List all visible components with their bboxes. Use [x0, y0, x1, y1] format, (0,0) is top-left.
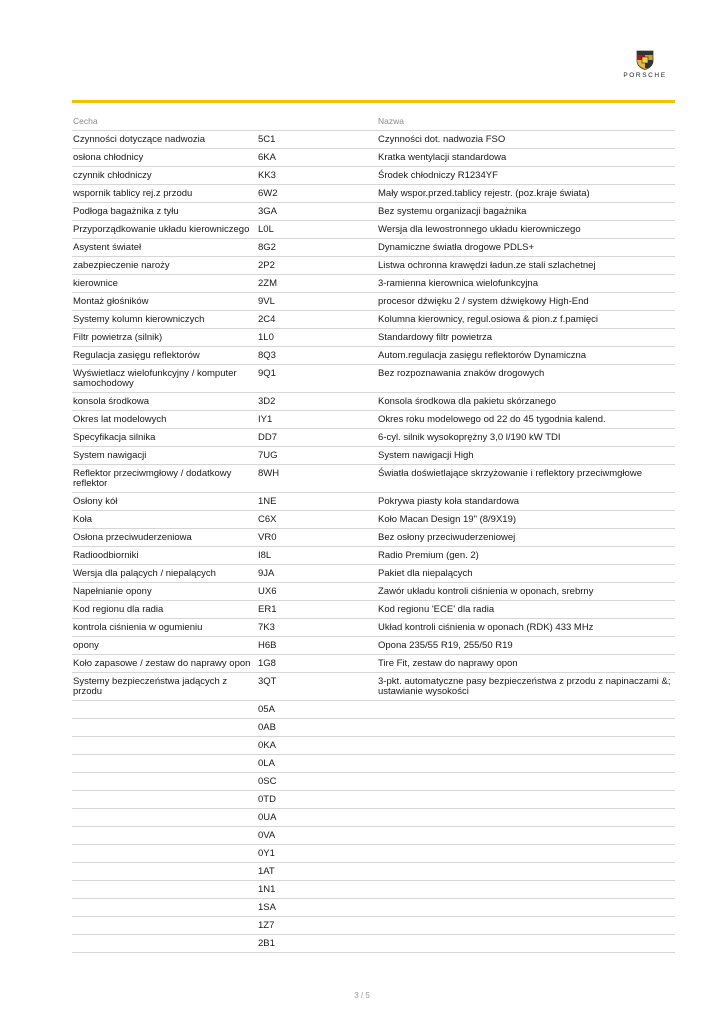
porsche-crest-icon — [636, 50, 654, 70]
cell-name: Bez systemu organizacji bagażnika — [377, 203, 675, 221]
table-row — [72, 655, 675, 673]
table-row — [72, 863, 675, 881]
table-row — [72, 203, 675, 221]
cell-feature: wspornik tablicy rej.z przodu — [72, 185, 257, 203]
table-row — [72, 393, 675, 411]
cell-code: 7UG — [257, 447, 377, 465]
table-row — [72, 899, 675, 917]
cell-name — [377, 917, 675, 935]
table-row — [72, 809, 675, 827]
cell-code: 3GA — [257, 203, 377, 221]
cell-feature: Koła — [72, 511, 257, 529]
cell-name: Układ kontroli ciśnienia w oponach (RDK) 433 MHz — [377, 619, 675, 637]
cell-code: 2C4 — [257, 311, 377, 329]
cell-name: Czynności dot. nadwozia FSO — [377, 131, 675, 149]
cell-code: 9JA — [257, 565, 377, 583]
cell-name: Kratka wentylacji standardowa — [377, 149, 675, 167]
cell-feature: Koło zapasowe / zestaw do naprawy opon — [72, 655, 257, 673]
table-row — [72, 149, 675, 167]
cell-name: System nawigacji High — [377, 447, 675, 465]
cell-code: L0L — [257, 221, 377, 239]
cell-name: Wersja dla lewostronnego układu kierowniczego — [377, 221, 675, 239]
table-row — [72, 221, 675, 239]
cell-feature: czynnik chłodniczy — [72, 167, 257, 185]
table-row — [72, 365, 675, 393]
cell-name: Pakiet dla niepalących — [377, 565, 675, 583]
cell-feature: Filtr powietrza (silnik) — [72, 329, 257, 347]
cell-name — [377, 827, 675, 845]
cell-code: 6W2 — [257, 185, 377, 203]
cell-feature: Podłoga bagażnika z tyłu — [72, 203, 257, 221]
cell-feature: Przyporządkowanie układu kierowniczego — [72, 221, 257, 239]
cell-code: 5C1 — [257, 131, 377, 149]
cell-name: 3-pkt. automatyczne pasy bezpieczeństwa z przodu z napinaczami &; ustawianie wysokości — [377, 673, 675, 701]
cell-name: Radio Premium (gen. 2) — [377, 547, 675, 565]
cell-feature: Osłona przeciwuderzeniowa — [72, 529, 257, 547]
table-row — [72, 411, 675, 429]
cell-name: Światła doświetlające skrzyżowanie i reflektory przeciwmgłowe — [377, 465, 675, 493]
column-header-code — [257, 116, 377, 131]
table-row — [72, 565, 675, 583]
cell-name: Środek chłodniczy R1234YF — [377, 167, 675, 185]
table-row — [72, 917, 675, 935]
cell-code: 0VA — [257, 827, 377, 845]
cell-name — [377, 809, 675, 827]
table-row — [72, 935, 675, 953]
cell-feature: Kod regionu dla radia — [72, 601, 257, 619]
cell-code: 1Z7 — [257, 917, 377, 935]
table-row — [72, 673, 675, 701]
cell-code: 7K3 — [257, 619, 377, 637]
cell-name: Kolumna kierownicy, regul.osiowa & pion.z f.pamięci — [377, 311, 675, 329]
table-row — [72, 293, 675, 311]
cell-code: 0AB — [257, 719, 377, 737]
cell-feature: Systemy kolumn kierowniczych — [72, 311, 257, 329]
cell-feature: Okres lat modelowych — [72, 411, 257, 429]
cell-code: 8WH — [257, 465, 377, 493]
cell-feature — [72, 755, 257, 773]
table-row — [72, 547, 675, 565]
table-row — [72, 737, 675, 755]
cell-code: 1N1 — [257, 881, 377, 899]
table-row — [72, 619, 675, 637]
cell-code: 1AT — [257, 863, 377, 881]
cell-name: 6-cyl. silnik wysokoprężny 3,0 l/190 kW TDI — [377, 429, 675, 447]
cell-code: KK3 — [257, 167, 377, 185]
cell-feature: Asystent świateł — [72, 239, 257, 257]
table-row — [72, 493, 675, 511]
table-row — [72, 347, 675, 365]
cell-name: Bez osłony przeciwuderzeniowej — [377, 529, 675, 547]
cell-name: Standardowy filtr powietrza — [377, 329, 675, 347]
cell-code: 0KA — [257, 737, 377, 755]
cell-name: Okres roku modelowego od 22 do 45 tygodnia kalend. — [377, 411, 675, 429]
table-row — [72, 185, 675, 203]
table-row — [72, 529, 675, 547]
table-row — [72, 845, 675, 863]
table-row — [72, 637, 675, 655]
cell-code: 0SC — [257, 773, 377, 791]
table-row — [72, 773, 675, 791]
cell-name — [377, 737, 675, 755]
cell-feature: kierownice — [72, 275, 257, 293]
cell-code: 9VL — [257, 293, 377, 311]
cell-code: 1SA — [257, 899, 377, 917]
cell-code: 3QT — [257, 673, 377, 701]
cell-name: Mały wspor.przed.tablicy rejestr. (poz.kraje świata) — [377, 185, 675, 203]
cell-feature: Napełnianie opony — [72, 583, 257, 601]
cell-feature: kontrola ciśnienia w ogumieniu — [72, 619, 257, 637]
cell-name — [377, 701, 675, 719]
cell-feature: Radioodbiorniki — [72, 547, 257, 565]
cell-feature — [72, 917, 257, 935]
cell-code: I8L — [257, 547, 377, 565]
cell-code: IY1 — [257, 411, 377, 429]
table-row — [72, 881, 675, 899]
cell-name: Tire Fit, zestaw do naprawy opon — [377, 655, 675, 673]
table-row — [72, 311, 675, 329]
table-row — [72, 429, 675, 447]
cell-feature: osłona chłodnicy — [72, 149, 257, 167]
cell-feature: Regulacja zasięgu reflektorów — [72, 347, 257, 365]
cell-name: Autom.regulacja zasięgu reflektorów Dynamiczna — [377, 347, 675, 365]
cell-feature — [72, 899, 257, 917]
table-row — [72, 447, 675, 465]
cell-name — [377, 845, 675, 863]
cell-name — [377, 773, 675, 791]
cell-name — [377, 791, 675, 809]
table-row — [72, 465, 675, 493]
cell-name: Pokrywa piasty koła standardowa — [377, 493, 675, 511]
table-body — [72, 131, 675, 953]
cell-feature: Specyfikacja silnika — [72, 429, 257, 447]
cell-code: 2ZM — [257, 275, 377, 293]
cell-name: Opona 235/55 R19, 255/50 R19 — [377, 637, 675, 655]
cell-name: Kod regionu 'ECE' dla radia — [377, 601, 675, 619]
cell-feature — [72, 791, 257, 809]
cell-feature — [72, 827, 257, 845]
cell-feature: System nawigacji — [72, 447, 257, 465]
cell-code: 6KA — [257, 149, 377, 167]
cell-name: Koło Macan Design 19" (8/9X19) — [377, 511, 675, 529]
cell-code: 0UA — [257, 809, 377, 827]
cell-feature — [72, 737, 257, 755]
cell-code: 0TD — [257, 791, 377, 809]
table-row — [72, 131, 675, 149]
cell-code: ER1 — [257, 601, 377, 619]
cell-code: 2P2 — [257, 257, 377, 275]
cell-feature: Osłony kół — [72, 493, 257, 511]
table-row — [72, 511, 675, 529]
cell-code: 0LA — [257, 755, 377, 773]
equipment-table — [72, 116, 675, 953]
cell-code: 2B1 — [257, 935, 377, 953]
table-row — [72, 167, 675, 185]
cell-name: 3-ramienna kierownica wielofunkcyjna — [377, 275, 675, 293]
cell-feature — [72, 719, 257, 737]
table-row — [72, 583, 675, 601]
header-accent-rule — [72, 100, 675, 103]
table-row — [72, 257, 675, 275]
table-row — [72, 755, 675, 773]
table-row — [72, 719, 675, 737]
cell-feature — [72, 773, 257, 791]
cell-feature: Montaż głośników — [72, 293, 257, 311]
table-row — [72, 601, 675, 619]
cell-name: Zawór układu kontroli ciśnienia w oponach, srebrny — [377, 583, 675, 601]
cell-code: DD7 — [257, 429, 377, 447]
table-row — [72, 827, 675, 845]
cell-feature — [72, 881, 257, 899]
cell-name — [377, 935, 675, 953]
cell-feature — [72, 701, 257, 719]
cell-name: Konsola środkowa dla pakietu skórzanego — [377, 393, 675, 411]
cell-code: VR0 — [257, 529, 377, 547]
cell-name — [377, 719, 675, 737]
cell-name: Dynamiczne światła drogowe PDLS+ — [377, 239, 675, 257]
cell-code: 8G2 — [257, 239, 377, 257]
cell-code: H6B — [257, 637, 377, 655]
cell-code: 9Q1 — [257, 365, 377, 393]
cell-name: procesor dźwięku 2 / system dźwiękowy High-End — [377, 293, 675, 311]
cell-feature — [72, 809, 257, 827]
cell-code: 05A — [257, 701, 377, 719]
cell-feature: Wersja dla palących / niepalących — [72, 565, 257, 583]
cell-feature — [72, 863, 257, 881]
cell-feature: Czynności dotyczące nadwozia — [72, 131, 257, 149]
cell-name — [377, 881, 675, 899]
table-row — [72, 239, 675, 257]
table-row — [72, 701, 675, 719]
cell-name — [377, 755, 675, 773]
cell-code: C6X — [257, 511, 377, 529]
cell-feature — [72, 935, 257, 953]
cell-name — [377, 863, 675, 881]
column-header-name: Nazwa — [377, 116, 675, 131]
cell-feature: opony — [72, 637, 257, 655]
cell-code: UX6 — [257, 583, 377, 601]
cell-name: Listwa ochronna krawędzi ładun.ze stali szlachetnej — [377, 257, 675, 275]
cell-code: 1G8 — [257, 655, 377, 673]
cell-feature: Wyświetlacz wielofunkcyjny / komputer samochodowy — [72, 365, 257, 393]
brand-wordmark: PORSCHE — [623, 72, 667, 79]
cell-feature: Systemy bezpieczeństwa jadących z przodu — [72, 673, 257, 701]
cell-feature — [72, 845, 257, 863]
page-number: 3 / 5 — [354, 991, 370, 1000]
porsche-logo — [612, 50, 678, 84]
table-row — [72, 791, 675, 809]
cell-code: 3D2 — [257, 393, 377, 411]
table-row — [72, 329, 675, 347]
column-header-feature: Cecha — [72, 116, 257, 131]
cell-feature: zabezpieczenie naroży — [72, 257, 257, 275]
cell-feature: Reflektor przeciwmgłowy / dodatkowy reflektor — [72, 465, 257, 493]
cell-code: 8Q3 — [257, 347, 377, 365]
cell-code: 0Y1 — [257, 845, 377, 863]
cell-name: Bez rozpoznawania znaków drogowych — [377, 365, 675, 393]
table-header-row — [72, 116, 675, 131]
cell-feature: konsola środkowa — [72, 393, 257, 411]
table-row — [72, 275, 675, 293]
cell-code: 1L0 — [257, 329, 377, 347]
cell-code: 1NE — [257, 493, 377, 511]
cell-name — [377, 899, 675, 917]
